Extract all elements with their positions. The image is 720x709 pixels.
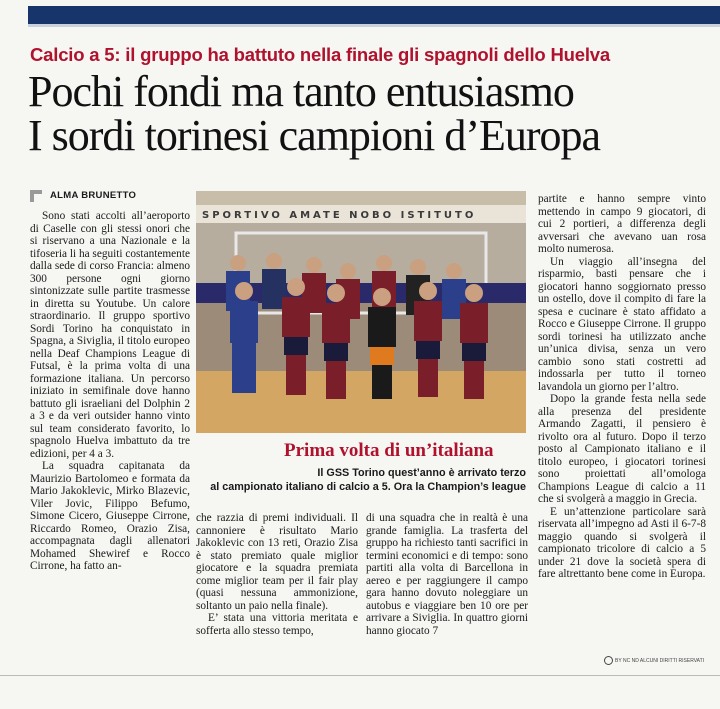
kicker: Calcio a 5: il gruppo ha battuto nella finale gli spagnoli dello Huelva: [30, 44, 610, 65]
headline-line-2: I sordi torinesi campioni d’Europa: [28, 111, 601, 160]
creative-commons-icon: [604, 656, 613, 665]
masthead-rule: [28, 24, 720, 27]
byline: ALMA BRUNETTO: [50, 190, 137, 201]
paragraph: partite e hanno sempre vinto mettendo in campo 9 giocatori, di cui 2 portieri, a differenza degli avversari che avevano uan rosa molto numerosa.: [538, 193, 706, 255]
paragraph: La squadra capitanata da Maurizio Bartolomeo e formata da Mario Jakoklevic, Mirko Blazevic, Viler Jovic, Filippo Befumo, Simone Cicero, Giuseppe Cirrone, Riccardo Romeo, Orazio Zisa, accompagnata dagli allenatori Mohamed Shewiref e Rocco Cirrone, ha fatto an-: [30, 460, 190, 572]
photo-caption-line-1: Il GSS Torino quest’anno è arrivato terzo: [317, 467, 526, 479]
paragraph: di una squadra che in realtà è una grande famiglia. La trasferta del gruppo ha richiesto tanti sacrifici in termini economici e di tempo: sono partiti alla volta di Barcellona in aereo e per raggiungere il campo gara hanno dovuto noleggiare un autobus e viaggiare ben 10 ore per arrivare a Siviglia. In quattro giorni hanno giocato 7: [366, 512, 528, 637]
masthead-bar: [28, 6, 720, 24]
copyright-notice: [604, 656, 704, 665]
photo-banner-text: SPORTIVO AMATE NOBO ISTITUTO: [202, 210, 477, 221]
paragraph: che razzia di premi individuali. Il cannoniere è risultato Mario Jakoklevic con 13 reti, Orazio Zisa è stato premiato quale miglior giocatore e la squadra premiata come miglior team per il fair play (quasi nessuna ammonizione, soltanto un paio nella finale).: [196, 512, 358, 612]
paragraph: Sono stati accolti all’aeroporto di Caselle con gli stessi onori che si riservano a una Nazionale e la tifoseria li ha seguiti costantemente dalla sede di corso Francia: almeno 300 persone ogni giorno sintonizzate sulle partite trasmesse in diretta su Youtube. Un calore straordinario. Il gruppo sportivo Sordi Torino ha conquistato in Spagna, a Siviglia, il titolo europeo nella Deaf Champions League di Futsal, è la prima volta di una formazione italiana. Un percorso iniziato in semifinale dove hanno battuto gli israeliani del Dolphin 2 a 3 e da veri outsider hanno vinto sul team considerato favorito, lo spagnolo Huelva imbattuto da tre edizioni, per 4 a 3.: [30, 210, 190, 460]
copyright-text: BY NC ND ALCUNI DIRITTI RISERVATI: [615, 657, 705, 664]
article-column-2: [196, 512, 358, 637]
photo-caption: [196, 466, 526, 494]
article-column-3: [366, 512, 528, 637]
headline: [28, 67, 718, 160]
photo-caption-line-2: al campionato italiano di calcio a 5. Ora la Champion’s league: [210, 481, 526, 493]
headline-line-1: Pochi fondi ma tanto entusiasmo: [28, 67, 574, 116]
article-column-1: [30, 210, 190, 573]
paragraph: Un viaggio all’insegna del risparmio, basti pensare che i giocatori hanno soggiornato presso un ostello, dove il compito di fare la spesa e cucinare è stato affidato a Rocco e Giuseppe Cirrone. Il gruppo sordi torinesi ha utilizzato anche un’unica divisa, senza un vero cambio sono stati costretti ad indossarla per tutto il torneo lavandola un giorno per l’altro.: [538, 255, 706, 393]
article-column-4: [538, 193, 706, 581]
team-photo-graphic: [196, 191, 526, 433]
photo-caption-title: Prima volta di un’italiana: [284, 440, 494, 461]
byline-mark: [30, 190, 42, 202]
team-photo: [196, 191, 526, 433]
paragraph: E’ stata una vittoria meritata e sofferta allo stesso tempo,: [196, 612, 358, 637]
paragraph: E un’attenzione particolare sarà riservata all’impegno ad Asti il 6-7-8 maggio quando si svolgerà il campionato tricolore di calcio a 5 under 21 dove la società spera di fare altrettanto bene come in Europa.: [538, 505, 706, 580]
page-bottom-rule: [0, 675, 720, 676]
paragraph: Dopo la grande festa nella sede alla presenza del presidente Armando Zagatti, il pensiero è rivolto ora al futuro. Dopo il terzo posto al Campionato italiano e il titolo europeo, i giocatori torinesi sono proiettati all’omologa Champions League di calcio a 11 che si svolgerà a maggio in Grecia.: [538, 393, 706, 505]
